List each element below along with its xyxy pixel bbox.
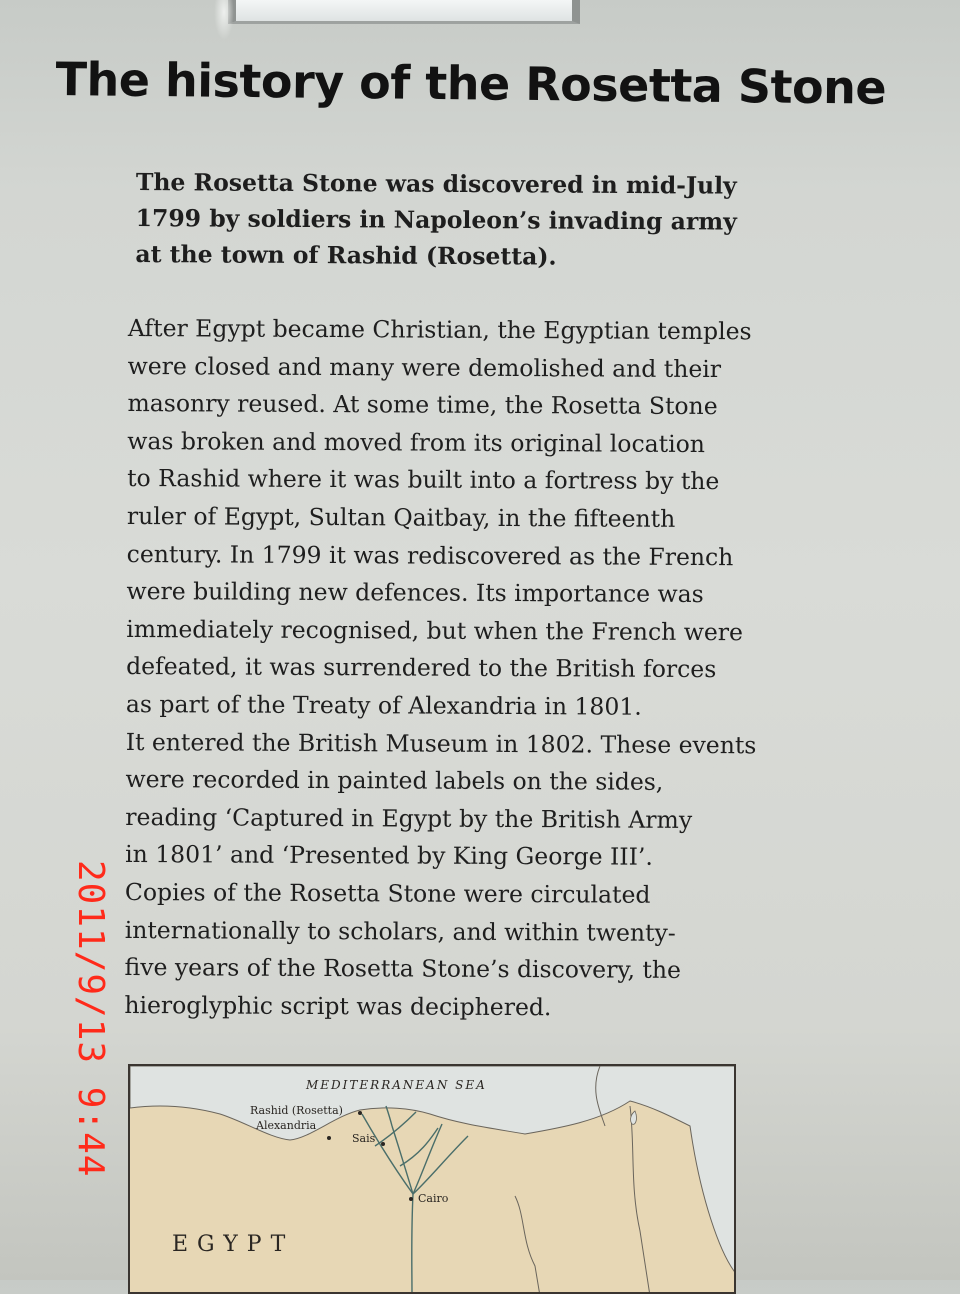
body-line: Copies of the Rosetta Stone were circulated (124, 877, 651, 909)
sais-marker (381, 1142, 385, 1146)
map-place-alexandria: Alexandria (256, 1119, 317, 1132)
body-paragraph (124, 310, 768, 1028)
oasis-lake (631, 1111, 637, 1124)
body-line: ruler of Egypt, Sultan Qaitbay, in the fifteenth (126, 501, 676, 533)
camera-date-stamp: 2011/9/13 9:44 (70, 860, 111, 1178)
body-line: was broken and moved from its original location (127, 426, 705, 458)
map-place-sais: Sais (352, 1132, 376, 1145)
body-line: masonry reused. At some time, the Rosetta Stone (127, 389, 718, 421)
body-line: century. In 1799 it was rediscovered as the French (126, 539, 734, 571)
map-graphic (130, 1066, 736, 1294)
body-line: were closed and many were demolished and their (127, 351, 722, 383)
map-country-label: EGYPT (172, 1232, 295, 1257)
map-place-cairo: Cairo (418, 1192, 449, 1205)
egypt-map (128, 1064, 736, 1294)
lead-line: 1799 by soldiers in Napoleon’s invading army (135, 203, 737, 236)
alexandria-marker (327, 1136, 331, 1140)
body-line: After Egypt became Christian, the Egyptian temples (127, 313, 752, 346)
nile-delta (362, 1106, 468, 1294)
body-line: in 1801’ and ‘Presented by King George III’. (125, 840, 653, 872)
body-line: internationally to scholars, and within twenty- (124, 915, 676, 947)
map-place-rashid: Rashid (Rosetta) (250, 1104, 343, 1117)
lead-line: The Rosetta Stone was discovered in mid-July (135, 167, 737, 200)
body-line: were building new defences. Its importance was (126, 577, 704, 609)
cairo-marker (409, 1197, 413, 1201)
body-line: hieroglyphic script was deciphered. (124, 990, 552, 1021)
ceiling-skylight (228, 0, 580, 24)
gulf-suez (515, 1196, 540, 1294)
body-line: reading ‘Captured in Egypt by the British Army (125, 802, 693, 834)
body-line: It entered the British Museum in 1802. These events (125, 727, 757, 759)
body-line: were recorded in painted labels on the sides, (125, 765, 664, 796)
body-line: five years of the Rosetta Stone’s discovery, the (124, 953, 682, 984)
lead-line: at the town of Rashid (Rosetta). (135, 239, 557, 271)
body-line: immediately recognised, but when the French were (126, 614, 743, 646)
body-line: as part of the Treaty of Alexandria in 1801. (125, 689, 642, 721)
lead-paragraph (135, 164, 756, 276)
body-line: to Rashid where it was built into a fortress by the (127, 464, 720, 496)
light-glare (214, 0, 234, 40)
panel-title: The history of the Rosetta Stone (55, 52, 887, 115)
rashid-marker (358, 1111, 362, 1115)
sinai-gulf (630, 1106, 650, 1294)
map-sea-label: MEDITERRANEAN SEA (306, 1078, 487, 1092)
body-line: defeated, it was surrendered to the British forces (126, 652, 717, 684)
